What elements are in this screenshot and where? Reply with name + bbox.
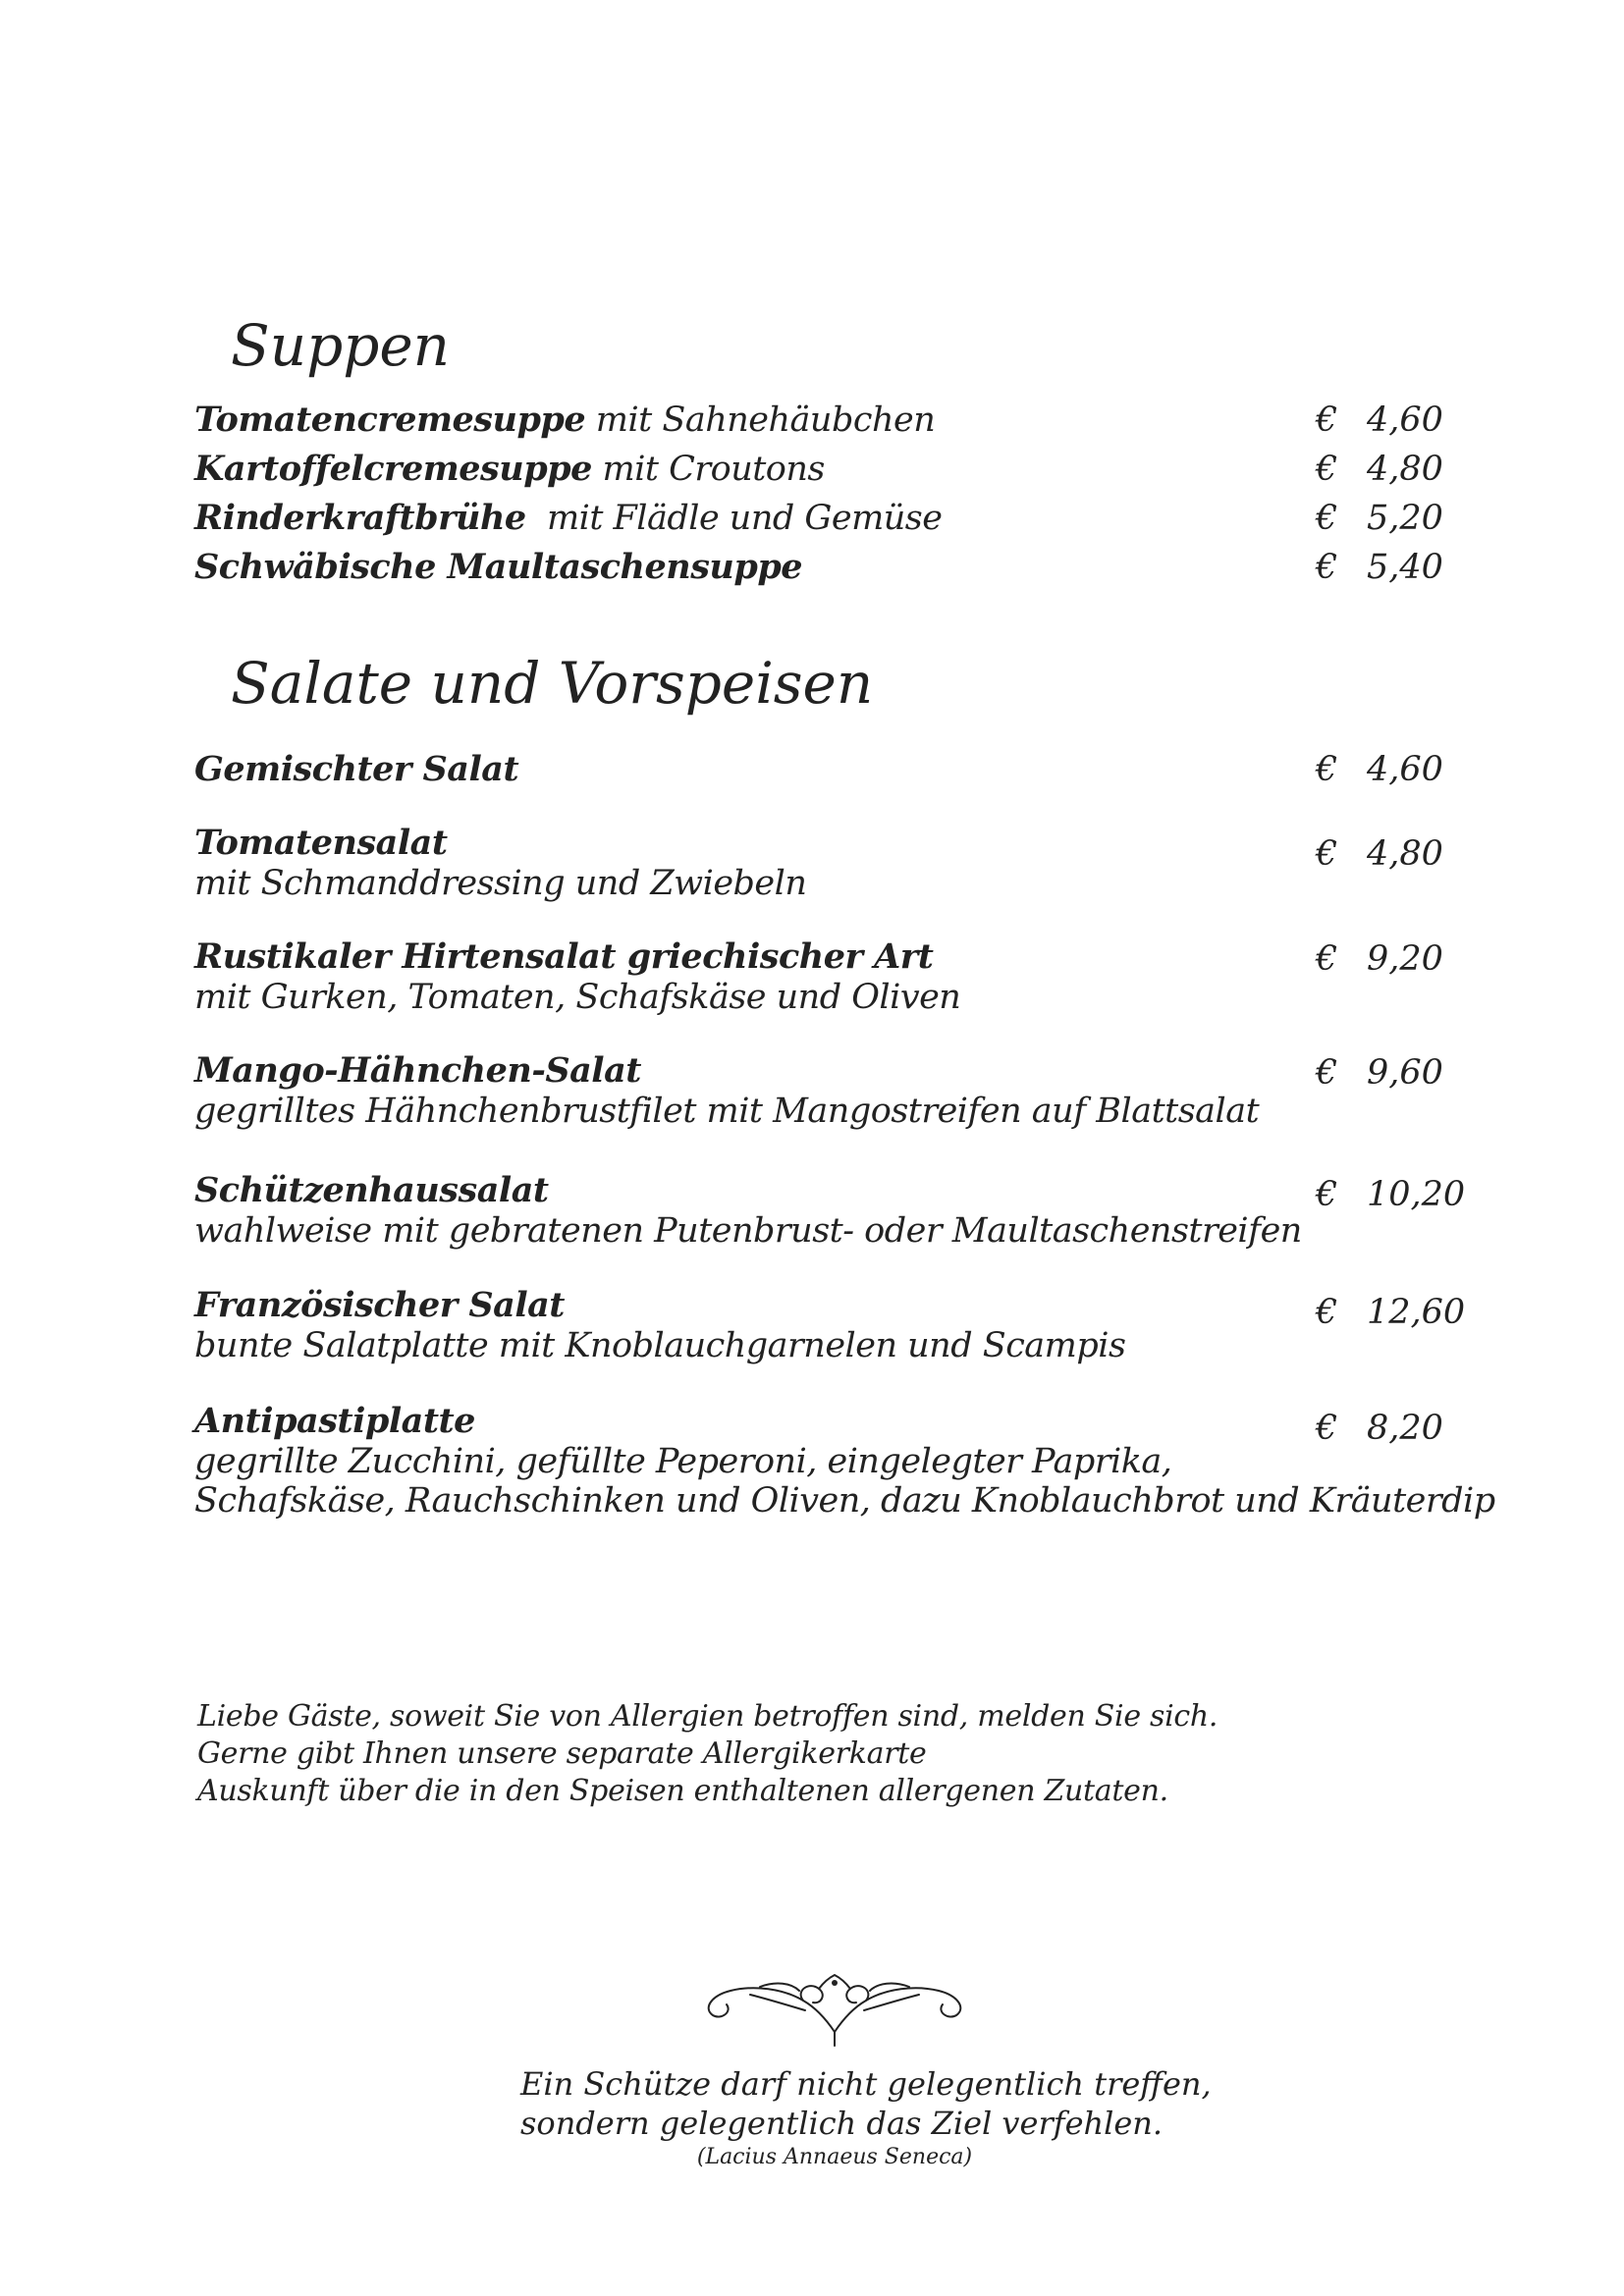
- currency-symbol: €: [1316, 499, 1338, 538]
- item-description: mit Schmanddressing und Zwiebeln: [194, 864, 807, 903]
- flourish-ornament-icon: [697, 1961, 972, 2050]
- section-title-salads: Salate und Vorspeisen: [231, 650, 874, 717]
- menu-item-soup: [194, 494, 1471, 543]
- item-description: gegrilltes Hähnchenbrustfilet mit Mangostreifen auf Blattsalat: [194, 1092, 1260, 1131]
- price-value: 5,40: [1367, 548, 1443, 587]
- section-title-soups: Suppen: [231, 312, 451, 379]
- price-value: 4,80: [1367, 834, 1443, 874]
- quote: [520, 2064, 1212, 2172]
- item-price: [1316, 934, 1492, 984]
- menu-item-salad: [194, 745, 1471, 794]
- item-description: mit Flädle und Gemüse: [525, 499, 943, 538]
- item-name: Schwäbische Maultaschensuppe: [194, 547, 803, 587]
- quote-author: (Lacius Annaeus Seneca): [696, 2145, 973, 2169]
- currency-symbol: €: [1316, 1293, 1338, 1332]
- price-value: 4,60: [1367, 750, 1443, 789]
- price-value: 5,20: [1367, 499, 1443, 538]
- menu-item-salad: [194, 819, 1471, 868]
- item-price: [1316, 1170, 1492, 1219]
- item-price: [1316, 1288, 1492, 1337]
- item-description: wahlweise mit gebratenen Putenbrust- oder Maultaschenstreifen: [194, 1211, 1302, 1251]
- item-name: Französischer Salat: [194, 1285, 565, 1325]
- menu-item-salad: [194, 933, 1471, 982]
- item-price: [1316, 494, 1492, 543]
- currency-symbol: €: [1316, 939, 1338, 979]
- price-value: 8,20: [1367, 1409, 1443, 1448]
- menu-item-salad: [194, 1281, 1471, 1330]
- price-value: 9,20: [1367, 939, 1443, 979]
- price-value: 9,60: [1367, 1053, 1443, 1093]
- item-description: mit Croutons: [591, 450, 825, 489]
- item-name: Antipastiplatte: [194, 1401, 475, 1441]
- item-price: [1316, 1048, 1492, 1097]
- item-name: Kartoffelcremesuppe: [194, 449, 592, 489]
- allergy-note-line: Liebe Gäste, soweit Sie von Allergien betroffen sind, melden Sie sich.: [197, 1699, 1218, 1734]
- menu-item-soup: [194, 445, 1471, 494]
- item-price: [1316, 745, 1492, 794]
- currency-symbol: €: [1316, 1053, 1338, 1093]
- menu-item-soup: [194, 396, 1471, 445]
- allergy-note-line: Gerne gibt Ihnen unsere separate Allergikerkarte: [197, 1736, 927, 1771]
- price-value: 10,20: [1367, 1175, 1466, 1214]
- price-value: 4,80: [1367, 450, 1443, 489]
- price-value: 4,60: [1367, 400, 1443, 440]
- item-price: [1316, 1404, 1492, 1453]
- item-description-line2: Schafskäse, Rauchschinken und Oliven, dazu Knoblauchbrot und Kräuterdip: [194, 1481, 1495, 1521]
- currency-symbol: €: [1316, 450, 1338, 489]
- menu-item-salad: [194, 1166, 1471, 1215]
- item-description: bunte Salatplatte mit Knoblauchgarnelen und Scampis: [194, 1326, 1126, 1365]
- item-price: [1316, 396, 1492, 445]
- menu-item-salad: [194, 1397, 1471, 1446]
- item-price: [1316, 543, 1492, 592]
- currency-symbol: €: [1316, 1409, 1338, 1448]
- quote-line: sondern gelegentlich das Ziel verfehlen.: [520, 2105, 1164, 2142]
- item-name: Gemischter Salat: [194, 749, 519, 789]
- currency-symbol: €: [1316, 750, 1338, 789]
- currency-symbol: €: [1316, 834, 1338, 874]
- menu-item-salad: [194, 1046, 1471, 1095]
- item-price: [1316, 445, 1492, 494]
- item-description: gegrillte Zucchini, gefüllte Peperoni, eingelegter Paprika,: [194, 1442, 1172, 1481]
- item-name: Tomatensalat: [194, 823, 448, 863]
- item-name: Rustikaler Hirtensalat griechischer Art: [194, 936, 934, 977]
- currency-symbol: €: [1316, 400, 1338, 440]
- item-description: mit Gurken, Tomaten, Schafskäse und Oliven: [194, 978, 961, 1017]
- menu-item-soup: [194, 543, 1471, 592]
- item-name: Mango-Hähnchen-Salat: [194, 1050, 641, 1091]
- currency-symbol: €: [1316, 548, 1338, 587]
- item-price: [1316, 829, 1492, 879]
- price-value: 12,60: [1367, 1293, 1466, 1332]
- allergy-note: [197, 1698, 1218, 1810]
- currency-symbol: €: [1316, 1175, 1338, 1214]
- item-name: Rinderkraftbrühe: [194, 498, 526, 538]
- allergy-note-line: Auskunft über die in den Speisen enthaltenen allergenen Zutaten.: [197, 1774, 1168, 1808]
- item-description: mit Sahnehäubchen: [585, 400, 936, 440]
- quote-line: Ein Schütze darf nicht gelegentlich treffen,: [520, 2065, 1212, 2103]
- item-name: Schützenhaussalat: [194, 1170, 549, 1210]
- item-name: Tomatencremesuppe: [194, 400, 586, 440]
